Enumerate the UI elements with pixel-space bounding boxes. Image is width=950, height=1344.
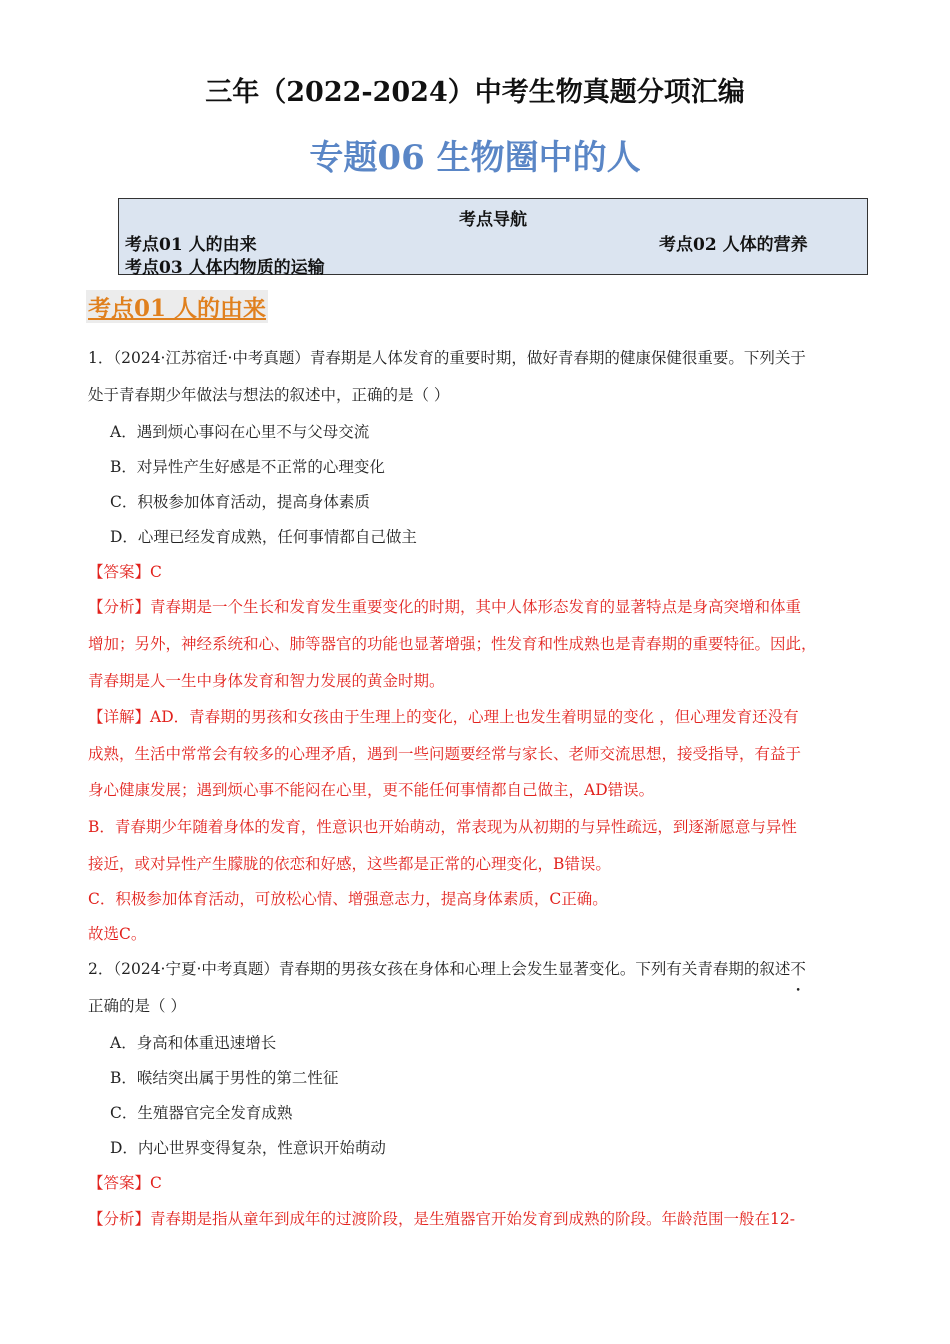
label-text: 青春期是一个生长和发育发生重要变化的时期，其中人体形态发育的显著特点是身高突增和体重 bbox=[150, 598, 802, 616]
q2-stem-line2 bbox=[88, 994, 186, 1016]
q1-option-b: B．对异性产生好感是不正常的心理变化 bbox=[110, 458, 385, 476]
q1-answer bbox=[88, 560, 162, 582]
q1-analysis-line2: 增加；另外，神经系统和心、肺等器官的功能也显著增强；性发育和性成熟也是青春期的重要特征。因此， bbox=[88, 635, 817, 653]
q1-detail-line7: 故选C。 bbox=[88, 925, 147, 943]
label-tag: 【分析】 bbox=[88, 1210, 151, 1228]
topic-navigation-box bbox=[118, 198, 868, 278]
main-title: 三年（2022-2024）中考生物真题分项汇编 bbox=[205, 77, 745, 108]
nav-title: 考点导航 bbox=[459, 210, 527, 230]
q2-option-d: D．内心世界变得复杂，性意识开始萌动 bbox=[110, 1139, 386, 1157]
q1-analysis-line1 bbox=[88, 595, 801, 617]
q2-analysis-line1 bbox=[88, 1207, 795, 1229]
label-tag: 【答案】 bbox=[88, 1174, 151, 1192]
nav-item-1[interactable]: 考点01 人的由来 bbox=[125, 235, 257, 255]
q1-detail-line2: 成熟，生活中常常会有较多的心理矛盾，遇到一些问题要经常与家长、老师交流思想，接受指导，有益于 bbox=[88, 745, 802, 763]
q2-option-b: B．喉结突出属于男性的第二性征 bbox=[110, 1069, 339, 1087]
q2-emphasis-not: 不 bbox=[790, 960, 806, 978]
label-tag: 【详解】 bbox=[88, 708, 151, 726]
label-text: C bbox=[150, 1174, 162, 1192]
label-text: AD．青春期的男孩和女孩由于生理上的变化，心理上也发生着明显的变化 ，但心理发育还没有 bbox=[150, 708, 799, 726]
q1-detail-line5: 接近，或对异性产生朦胧的依恋和好感，这些都是正常的心理变化，B错误。 bbox=[88, 855, 611, 873]
nav-item-2[interactable]: 考点02 人体的营养 bbox=[659, 235, 808, 255]
sub-title: 专题06 生物圈中的人 bbox=[309, 138, 641, 178]
label-text: C bbox=[150, 563, 162, 581]
q2-stem-rest: 的是（ ） bbox=[119, 997, 186, 1015]
q1-option-a: A．遇到烦心事闷在心里不与父母交流 bbox=[110, 423, 370, 441]
q1-detail-line3: 身心健康发展；遇到烦心事不能闷在心里，更不能任何事情都自己做主，AD错误。 bbox=[88, 781, 655, 799]
q1-stem-line1: 1．（2024·江苏宿迁·中考真题）青春期是人体发育的重要时期，做好青春期的健康保健很重要。下列关于 bbox=[88, 349, 806, 367]
q2-option-a: A．身高和体重迅速增长 bbox=[110, 1034, 277, 1052]
q1-stem-line2: 处于青春期少年做法与想法的叙述中，正确的是（ ） bbox=[88, 386, 450, 404]
nav-item-3[interactable]: 考点03 人体内物质的运输 bbox=[125, 258, 325, 278]
q2-stem-text: 2．（2024·宁夏·中考真题）青春期的男孩女孩在身体和心理上会发生显著变化。下列有关青春期的叙述 bbox=[88, 960, 791, 978]
q1-detail-line1 bbox=[88, 705, 799, 727]
q2-answer bbox=[88, 1171, 162, 1193]
q1-analysis-line3: 青春期是人一生中身体发育和智力发展的黄金时期。 bbox=[88, 672, 445, 690]
label-tag: 【分析】 bbox=[88, 598, 151, 616]
q1-detail-line4: B．青春期少年随着身体的发育，性意识也开始萌动，常表现为从初期的与异性疏远，到逐渐愿意与异性 bbox=[88, 818, 797, 836]
q2-emphasis-correct: 正确 bbox=[88, 997, 120, 1015]
label-text: 青春期是指从童年到成年的过渡阶段，是生殖器官开始发育到成熟的阶段。年龄范围一般在12- bbox=[150, 1210, 795, 1228]
q2-stem-line1 bbox=[88, 957, 806, 979]
q1-detail-line6: C．积极参加体育活动，可放松心情、增强意志力，提高身体素质，C正确。 bbox=[88, 890, 608, 908]
label-tag: 【答案】 bbox=[88, 563, 151, 581]
q1-option-d: D．心理已经发育成熟，任何事情都自己做主 bbox=[110, 528, 417, 546]
q2-option-c: C．生殖器官完全发育成熟 bbox=[110, 1104, 293, 1122]
q1-option-c: C．积极参加体育活动，提高身体素质 bbox=[110, 493, 370, 511]
section-heading: 考点01 人的由来 bbox=[86, 290, 268, 323]
